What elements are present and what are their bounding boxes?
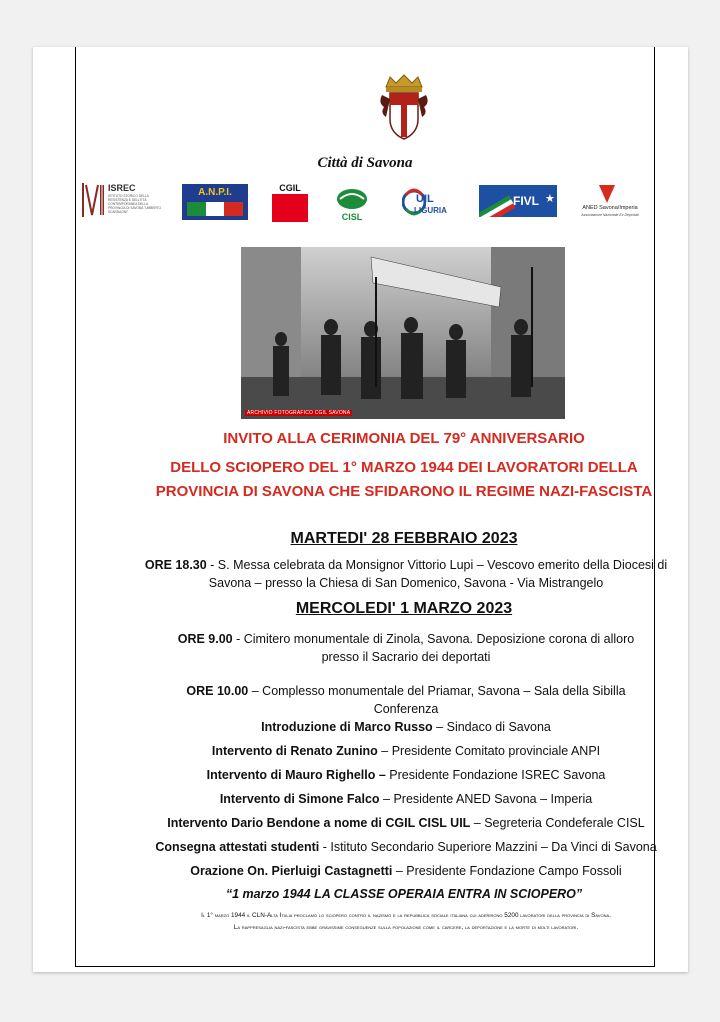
uil-logo: UIL LIGURIA: [402, 185, 460, 225]
day2-heading: MERCOLEDI' 1 MARZO 2023: [295, 600, 513, 617]
program-item: Intervento di Renato Zunino – Presidente Comitato provinciale ANPI: [211, 744, 601, 758]
photo-caption: ARCHIVIO FOTOGRAFICO CGIL SAVONA: [247, 410, 351, 416]
program-item: Intervento Dario Bendone a nome di CGIL CISL UIL – Segreteria Condeferale CISL: [167, 816, 645, 830]
day1-heading: MARTEDI' 28 FEBBRAIO 2023: [290, 530, 518, 547]
program-item: Consegna attestati studenti - Istituto Secondario Superiore Mazzini – Da Vinci di Savona: [155, 840, 657, 854]
cisl-mark-icon: [332, 187, 372, 213]
day2-event2-line1: ORE 10.00 – Complesso monumentale del Priamar, Savona – Sala della Sibilla: [186, 684, 626, 698]
page-border: [75, 47, 668, 967]
savona-crest-icon: [376, 73, 432, 141]
isrec-mark-icon: [82, 183, 104, 217]
anpi-logo: A.N.P.I.: [182, 184, 248, 220]
title-line-1: INVITO ALLA CERIMONIA DEL 79° ANNIVERSARIO: [223, 430, 585, 447]
historical-strike-photo: [241, 247, 565, 419]
italian-flag-icon: [187, 202, 243, 216]
day2-event1-line2: presso il Sacrario dei deportati: [321, 650, 491, 664]
aned-triangle-icon: [597, 183, 617, 205]
isrec-logo: ISREC ISTITUTO STORICO DELLA RESISTENZA E DELL'ETÀ CONTEMPORANEA DELLA PROVINCIA DI SAVONA "UMBERTO SCARDAONI": [82, 181, 164, 221]
aned-logo: ANED Savona/Imperia Associazione Nazionale Ex Deportati: [573, 183, 647, 223]
day2-event1-line1: ORE 9.00 - Cimitero monumentale di Zinola, Savona. Deposizione corona di alloro: [177, 632, 635, 646]
city-name: Città di Savona: [317, 155, 413, 171]
program-item: Introduzione di Marco Russo – Sindaco di Savona: [261, 720, 551, 734]
day1-event-line1: ORE 18.30 - S. Messa celebrata da Monsignor Vittorio Lupi – Vescovo emerito della Diocesi di: [144, 558, 668, 572]
star-icon: ★: [545, 193, 555, 205]
title-line-2: DELLO SCIOPERO DEL 1° MARZO 1944 DEI LAVORATORI DELLA: [170, 459, 638, 476]
program-item: Intervento di Simone Falco – Presidente ANED Savona – Imperia: [219, 792, 593, 806]
day2-event2-line2: Conferenza: [373, 702, 439, 716]
title-line-3: PROVINCIA DI SAVONA CHE SFIDARONO IL REGIME NAZI-FASCISTA: [155, 483, 653, 500]
cisl-logo: CISL: [332, 187, 372, 227]
fivl-logo: FIVL ★: [479, 185, 557, 217]
program-item: Orazione On. Pierluigi Castagnetti – Presidente Fondazione Campo Fossoli: [190, 864, 622, 878]
photo-placeholder-image: [241, 247, 565, 419]
footnote-line-1: Il 1° marzo 1944 il CLN-Alta Italia proclamò lo sciopero contro il nazismo e la repubblica sociale italiana cui aderirono 5200 lavoratori della provincia di Savona.: [201, 912, 611, 919]
cgil-red-square: [272, 194, 308, 222]
document-page: [33, 47, 688, 972]
quote-line: “1 marzo 1944 LA CLASSE OPERAIA ENTRA IN SCIOPERO”: [225, 887, 583, 901]
day1-event-line2: Savona – presso la Chiesa di San Domenico, Savona - Via Mistrangelo: [208, 576, 604, 590]
program-item: Intervento di Mauro Righello – Presidente Fondazione ISREC Savona: [206, 768, 606, 782]
cgil-logo: CGIL: [270, 183, 310, 223]
footnote-line-2: La rappresaglia nazi-fascista ebbe gravissime conseguenze sulla popolazione come il carcere, la deportazione e la morte di molti lavoratori.: [233, 924, 579, 931]
